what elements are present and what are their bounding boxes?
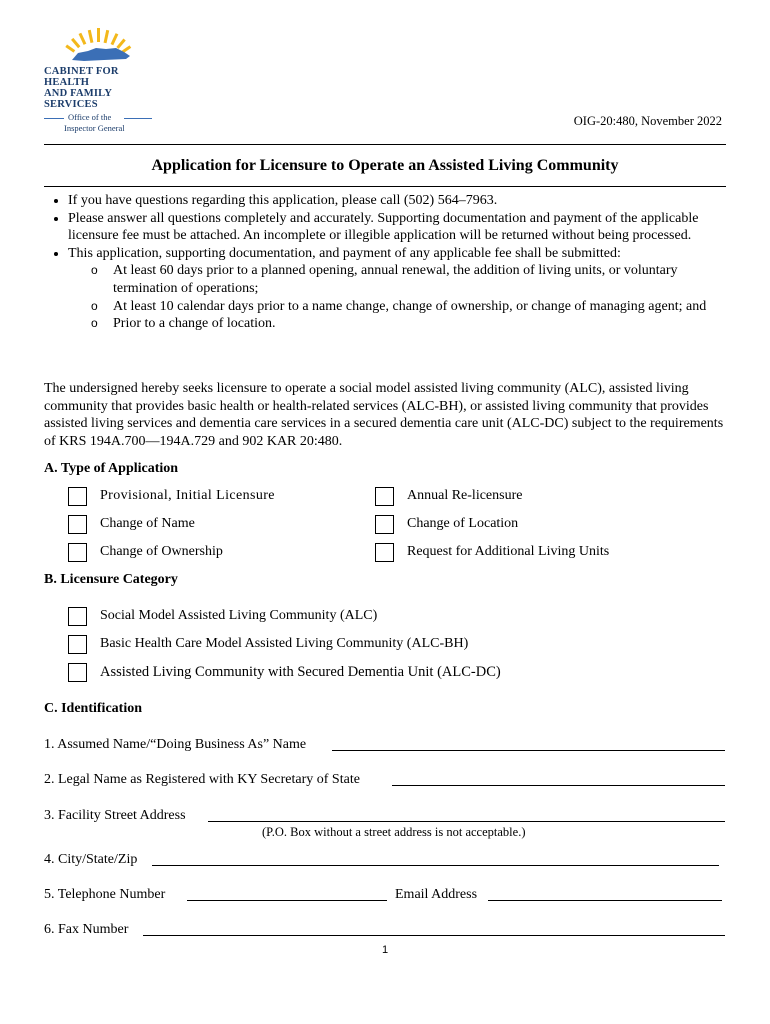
field-label-dba: 1. Assumed Name/“Doing Business As” Name (44, 737, 307, 752)
option-label: Change of Location (407, 516, 519, 531)
option-label: Social Model Assisted Living Community (ALC) (100, 608, 378, 623)
option-label: Basic Health Care Model Assisted Living Community (ALC-BH) (100, 636, 469, 651)
form-number: OIG-20:480, November 2022 (573, 114, 722, 128)
sub-instruction-item: o Prior to a change of location. (89, 315, 734, 333)
field-label-fax: 6. Fax Number (44, 922, 129, 937)
checkbox-annual-relicensure[interactable] (375, 487, 394, 506)
org-name-line2: AND FAMILY SERVICES (44, 88, 112, 110)
option-label: Assisted Living Community with Secured Dementia Unit (ALC-DC) (100, 664, 501, 680)
instruction-item: • Please answer all questions completely and accurately. Supporting documentation and payment of the applicable licensure fee must be attached. An incomplete or illegible application will be returned without being processed. (68, 210, 734, 245)
fax-input[interactable] (143, 935, 725, 936)
option-label: Annual Re-licensure (407, 488, 523, 503)
page-title: Application for Licensure to Operate an Assisted Living Community (151, 157, 619, 174)
telephone-input[interactable] (187, 900, 387, 901)
instructions-list (44, 192, 734, 333)
checkbox-provisional-initial[interactable] (68, 487, 87, 506)
city-state-zip-input[interactable] (152, 865, 719, 866)
dba-name-input[interactable] (332, 750, 725, 751)
checkbox-additional-units[interactable] (375, 543, 394, 562)
instruction-item (68, 245, 734, 333)
checkbox-alc[interactable] (68, 607, 87, 626)
section-b-heading: B. Licensure Category (44, 572, 178, 587)
header-rule-bottom (44, 186, 726, 187)
header-rule-top (44, 144, 726, 145)
checkbox-change-of-name[interactable] (68, 515, 87, 534)
street-address-note: (P.O. Box without a street address is not acceptable.) (262, 825, 526, 839)
sunburst-kentucky-icon (44, 26, 154, 66)
legal-name-input[interactable] (392, 785, 725, 786)
option-label: Change of Ownership (100, 544, 223, 559)
sub-instruction-item: o At least 60 days prior to a planned opening, annual renewal, the addition of living units, or voluntary termination of operations; (89, 262, 734, 297)
email-input[interactable] (488, 900, 722, 901)
office-line1: Office of the (68, 112, 112, 122)
office-line2: Inspector General (64, 123, 125, 133)
field-label-city: 4. City/State/Zip (44, 852, 138, 867)
office-row (44, 112, 164, 123)
checkbox-alc-dc[interactable] (68, 663, 87, 682)
intro-paragraph: The undersigned hereby seeks licensure to operate a social model assisted living community (ALC), assisted living community that provides basic health or health-related services (ALC-BH), or assisted living community that provides assisted living services and dementia care services in a secured dementia care unit (ALC-DC) subject to the requirements of KRS 194A.700—194A.729 and 902 KAR 20:480. (44, 381, 724, 449)
section-c-heading: C. Identification (44, 701, 142, 716)
logo-divider-right (124, 118, 152, 119)
page-number: 1 (381, 944, 389, 956)
section-a-heading: A. Type of Application (44, 461, 179, 476)
option-label: Request for Additional Living Units (407, 544, 610, 559)
option-label: Change of Name (100, 516, 195, 531)
checkbox-change-of-ownership[interactable] (68, 543, 87, 562)
field-label-email: Email Address (395, 887, 478, 902)
cabinet-logo (44, 26, 164, 133)
logo-divider-left (44, 118, 64, 119)
instruction-text: This application, supporting documentation, and payment of any applicable fee shall be submitted: (68, 245, 621, 261)
checkbox-alc-bh[interactable] (68, 635, 87, 654)
sub-instruction-item: o At least 10 calendar days prior to a name change, change of ownership, or change of managing agent; and (89, 298, 734, 316)
field-label-telephone: 5. Telephone Number (44, 887, 166, 902)
org-name-line1: CABINET FOR HEALTH (44, 66, 119, 88)
field-label-street: 3. Facility Street Address (44, 808, 186, 823)
field-label-legal-name: 2. Legal Name as Registered with KY Secretary of State (44, 772, 360, 787)
street-address-input[interactable] (208, 821, 725, 822)
instruction-item: • If you have questions regarding this application, please call (502) 564–7963. (68, 192, 734, 210)
option-label: Provisional, Initial Licensure (100, 488, 275, 503)
checkbox-change-of-location[interactable] (375, 515, 394, 534)
